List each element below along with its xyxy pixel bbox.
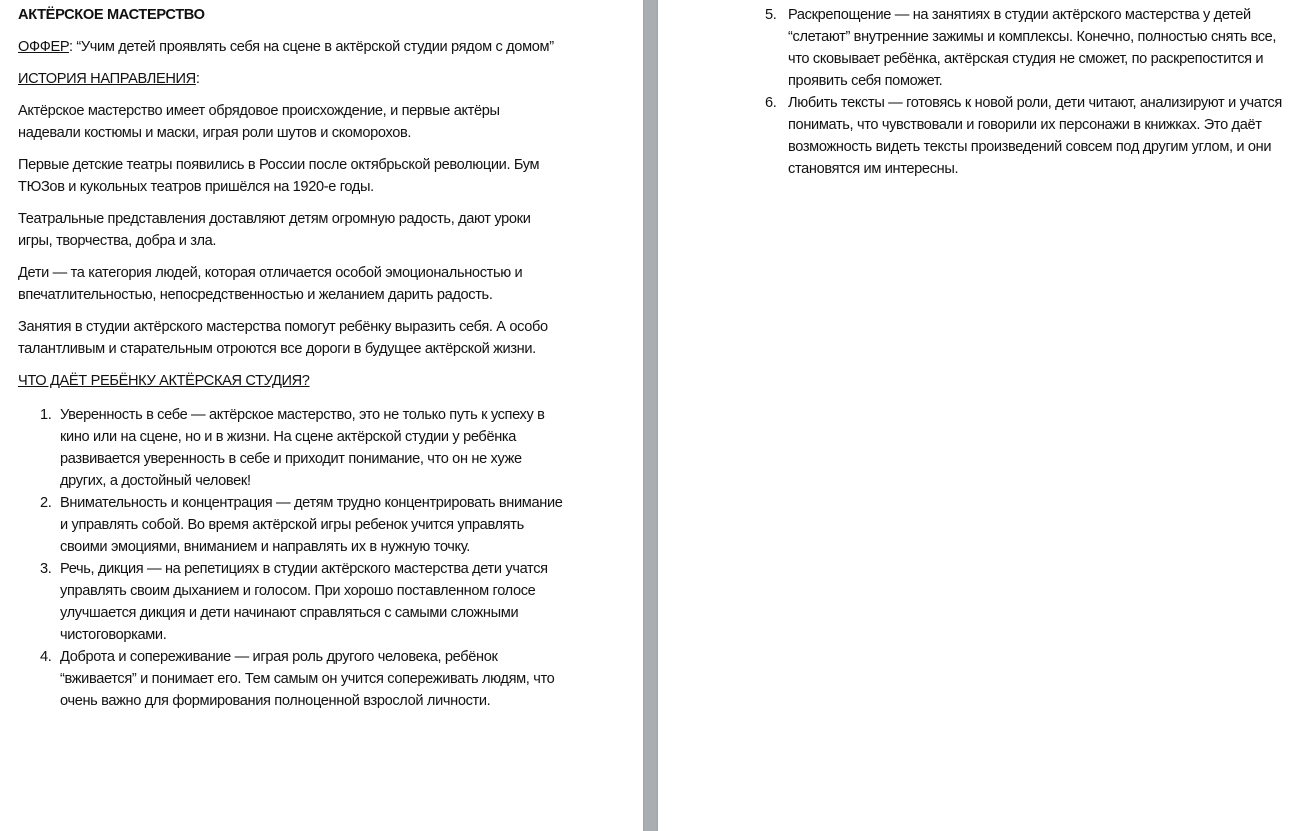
list-item-number: 1. bbox=[40, 407, 52, 423]
history-paragraph-5: Занятия в студии актёрского мастерства помогут ребёнку выразить себя. А особо талантливым и старательным отроются все дороги в будущее актёрской жизни. bbox=[18, 319, 548, 357]
history-heading bbox=[18, 68, 563, 90]
document-title: АКТЁРСКОЕ МАСТЕРСТВО bbox=[18, 7, 205, 23]
history-paragraph-4: Дети — та категория людей, которая отличается особой эмоциональностью и впечатлительностью, непосредственностью и желанием дарить радость. bbox=[18, 265, 523, 303]
list-item-text: Раскрепощение — на занятиях в студии актёрского мастерства у детей “слетают” внутренние зажимы и комплексы. Конечно, полностью снять все, что сковывает ребёнка, актёрская студия не сможет, по раскрепостится и проявить себя поможет. bbox=[788, 7, 1277, 89]
list-item bbox=[765, 92, 1295, 180]
offer-separator: : bbox=[68, 39, 77, 55]
document-page-1 bbox=[0, 0, 643, 831]
offer-paragraph bbox=[18, 36, 563, 58]
list-item bbox=[18, 492, 563, 558]
history-paragraph-1: Актёрское мастерство имеет обрядовое происхождение, и первые актёры надевали костюмы и маски, играя роли шутов и скоморохов. bbox=[18, 103, 500, 141]
list-item-text: Любить тексты — готовясь к новой роли, дети читают, анализируют и учатся понимать, что чувствовали и говорили их персонажи в книжках. Это даёт возможность видеть тексты произведений совсем под другим углом, и они становятся им интересны. bbox=[788, 95, 1282, 177]
page-1-content bbox=[18, 4, 563, 712]
list-item-text: Внимательность и концентрация — детям трудно концентрировать внимание и управлять собой. Во время актёрской игры ребенок учится управлять своими эмоциями, вниманием и направлять их в нужную точку. bbox=[60, 495, 563, 555]
list-item bbox=[18, 646, 563, 712]
offer-text: “Учим детей проявлять себя на сцене в актёрской студии рядом с домом” bbox=[76, 39, 554, 55]
page-2-content bbox=[765, 4, 1295, 180]
list-item-text: Речь, дикция — на репетициях в студии актёрского мастерства дети учатся управлять своим дыханием и голосом. При хорошо поставленном голосе улучшается дикция и дети начинают справляться с самыми сложными чистоговорками. bbox=[60, 561, 548, 643]
page-separator bbox=[643, 0, 658, 831]
list-item bbox=[765, 4, 1295, 92]
list-item-text: Уверенность в себе — актёрское мастерство, это не только путь к успеху в кино или на сцене, но и в жизни. На сцене актёрской студии у ребёнка развивается уверенность в себе и приходит понимание, что он не хуже других, а достойный человек! bbox=[60, 407, 545, 489]
benefits-heading bbox=[18, 370, 563, 392]
history-heading-suffix: : bbox=[195, 71, 200, 87]
list-item bbox=[18, 404, 563, 492]
benefits-heading-text: ЧТО ДАЁТ РЕБЁНКУ АКТЁРСКАЯ СТУДИЯ? bbox=[18, 373, 310, 389]
list-item bbox=[18, 558, 563, 646]
list-item-number: 2. bbox=[40, 495, 52, 511]
benefits-list-part-2 bbox=[765, 4, 1295, 180]
history-paragraph-3: Театральные представления доставляют детям огромную радость, дают уроки игры, творчества, добра и зла. bbox=[18, 211, 531, 249]
list-item-number: 4. bbox=[40, 649, 52, 665]
list-item-number: 3. bbox=[40, 561, 52, 577]
history-paragraph-2: Первые детские театры появились в России после октябрьской революции. Бум ТЮЗов и кукольных театров пришёлся на 1920-е годы. bbox=[18, 157, 540, 195]
list-item-text: Доброта и сопереживание — играя роль другого человека, ребёнок “вживается” и понимает его. Тем самым он учится сопереживать людям, что очень важно для формирования полноценной взрослой личности. bbox=[60, 649, 555, 709]
document-page-2 bbox=[658, 0, 1313, 831]
offer-label: ОФФЕР bbox=[18, 39, 69, 55]
benefits-list-part-1 bbox=[18, 404, 563, 712]
list-item-number: 5. bbox=[765, 7, 777, 23]
history-heading-text: ИСТОРИЯ НАПРАВЛЕНИЯ bbox=[18, 71, 196, 87]
list-item-number: 6. bbox=[765, 95, 777, 111]
